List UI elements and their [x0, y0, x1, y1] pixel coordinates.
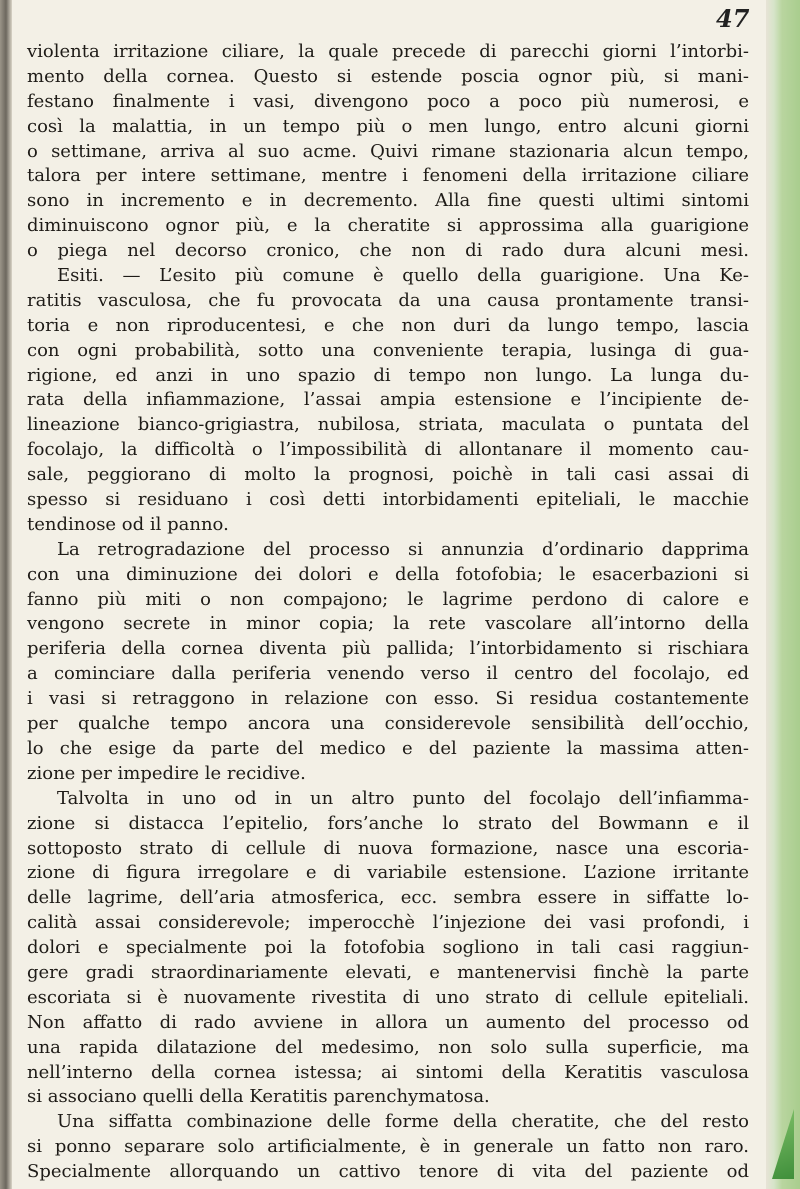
text-line: toria e non riproducentesi, e che non duri da lungo tempo, lascia: [27, 314, 749, 336]
text-line: Una siffatta combinazione delle forme della cheratite, che del resto: [57, 1111, 749, 1133]
text-line: festano finalmente i vasi, divengono poco a poco più numerosi, e: [27, 90, 749, 112]
text-line: fanno più miti o non compajono; le lagrime perdono di calore e: [27, 588, 749, 610]
text-line: periferia della cornea diventa più pallida; l’intorbidamento si rischiara: [27, 638, 749, 660]
body-text: [27, 40, 749, 1185]
text-line: lineazione bianco-grigiastra, nubilosa, striata, maculata o puntata del: [27, 414, 749, 436]
text-line: sono in incremento e in decremento. Alla fine questi ultimi sintomi: [27, 190, 749, 212]
text-line: calità assai considerevole; imperocchè l’injezione dei vasi profondi, i: [27, 912, 749, 934]
text-line: zione si distacca l’epitelio, fors’anche lo strato del Bowmann e il: [27, 812, 749, 834]
text-line: gere gradi straordinariamente elevati, e mantenervisi finchè la parte: [27, 961, 749, 983]
text-line: violenta irritazione ciliare, la quale precede di parecchi giorni l’intorbi-: [27, 41, 749, 62]
text-line: con ogni probabilità, sotto una conveniente terapia, lusinga di gua-: [27, 339, 749, 361]
text-line: i vasi si retraggono in relazione con esso. Si residua costantemente: [27, 688, 749, 710]
text-line: talora per intere settimane, mentre i fenomeni della irritazione ciliare: [27, 165, 749, 187]
text-line: tendinose od il panno.: [27, 513, 229, 535]
text-line: diminuiscono ognor più, e la cheratite si approssima alla guarigione: [27, 215, 749, 237]
text-line: dolori e specialmente poi la fotofobia sogliono in tali casi raggiun-: [27, 937, 749, 959]
text-line: una rapida dilatazione del medesimo, non solo sulla superficie, ma: [27, 1036, 749, 1058]
page-left-edge: [0, 0, 12, 1189]
text-line: si associano quelli della Keratitis parenchymatosa.: [27, 1086, 490, 1108]
page-number: 47: [716, 4, 750, 33]
text-line: ratitis vasculosa, che fu provocata da una causa prontamente transi-: [27, 289, 749, 311]
text-line: o piega nel decorso cronico, che non di rado dura alcuni mesi.: [27, 240, 749, 262]
text-line: con una diminuzione dei dolori e della fotofobia; le esacerbazioni si: [27, 563, 749, 585]
text-line: si ponno separare solo artificialmente, è in generale un fatto non raro.: [27, 1136, 749, 1158]
text-line: sottoposto strato di cellule di nuova formazione, nasce una escoria-: [27, 837, 749, 859]
text-line: spesso si residuano i così detti intorbidamenti epiteliali, le macchie: [27, 489, 749, 511]
text-line: zione di figura irregolare e di variabile estensione. L’azione irritante: [27, 862, 749, 884]
text-line: Specialmente allorquando un cattivo tenore di vita del paziente od: [27, 1161, 749, 1183]
text-line: delle lagrime, dell’aria atmosferica, ecc. sembra essere in siffatte lo-: [27, 887, 749, 909]
text-line: Talvolta in uno od in un altro punto del focolajo dell’infiamma-: [57, 787, 749, 809]
text-line: mento della cornea. Questo si estende poscia ognor più, si mani-: [27, 65, 749, 87]
text-line: rata della infiammazione, l’assai ampia estensione e l’incipiente de-: [27, 389, 749, 411]
text-line: lo che esige da parte del medico e del paziente la massima atten-: [27, 737, 749, 759]
text-line: Non affatto di rado avviene in allora un aumento del processo od: [27, 1011, 749, 1033]
text-line: così la malattia, in un tempo più o men lungo, entro alcuni giorni: [27, 115, 749, 137]
text-line: sale, peggiorano di molto la prognosi, poichè in tali casi assai di: [27, 464, 749, 486]
text-line: zione per impedire le recidive.: [27, 762, 306, 784]
text-line: o settimane, arriva al suo acme. Quivi rimane stazionaria alcun tempo,: [27, 140, 749, 162]
text-line: focolajo, la difficoltà o l’impossibilità di allontanare il momento cau-: [27, 439, 749, 461]
text-line: La retrogradazione del processo si annunzia d’ordinario dapprima: [57, 538, 749, 560]
text-line: vengono secrete in minor copia; la rete vascolare all’intorno della: [27, 613, 749, 635]
text-line: escoriata si è nuovamente rivestita di uno strato di cellule epiteliali.: [27, 986, 749, 1008]
text-line: per qualche tempo ancora una considerevole sensibilità dell’occhio,: [27, 713, 749, 735]
text-line: rigione, ed anzi in uno spazio di tempo non lungo. La lunga du-: [27, 364, 749, 386]
text-line: nell’interno della cornea istessa; ai sintomi della Keratitis vasculosa: [27, 1061, 749, 1083]
text-line: Esiti. — L’esito più comune è quello della guarigione. Una Ke-: [57, 265, 749, 287]
text-line: a cominciare dalla periferia venendo verso il centro del focolajo, ed: [27, 663, 749, 685]
page-right-edge: [766, 0, 800, 1189]
